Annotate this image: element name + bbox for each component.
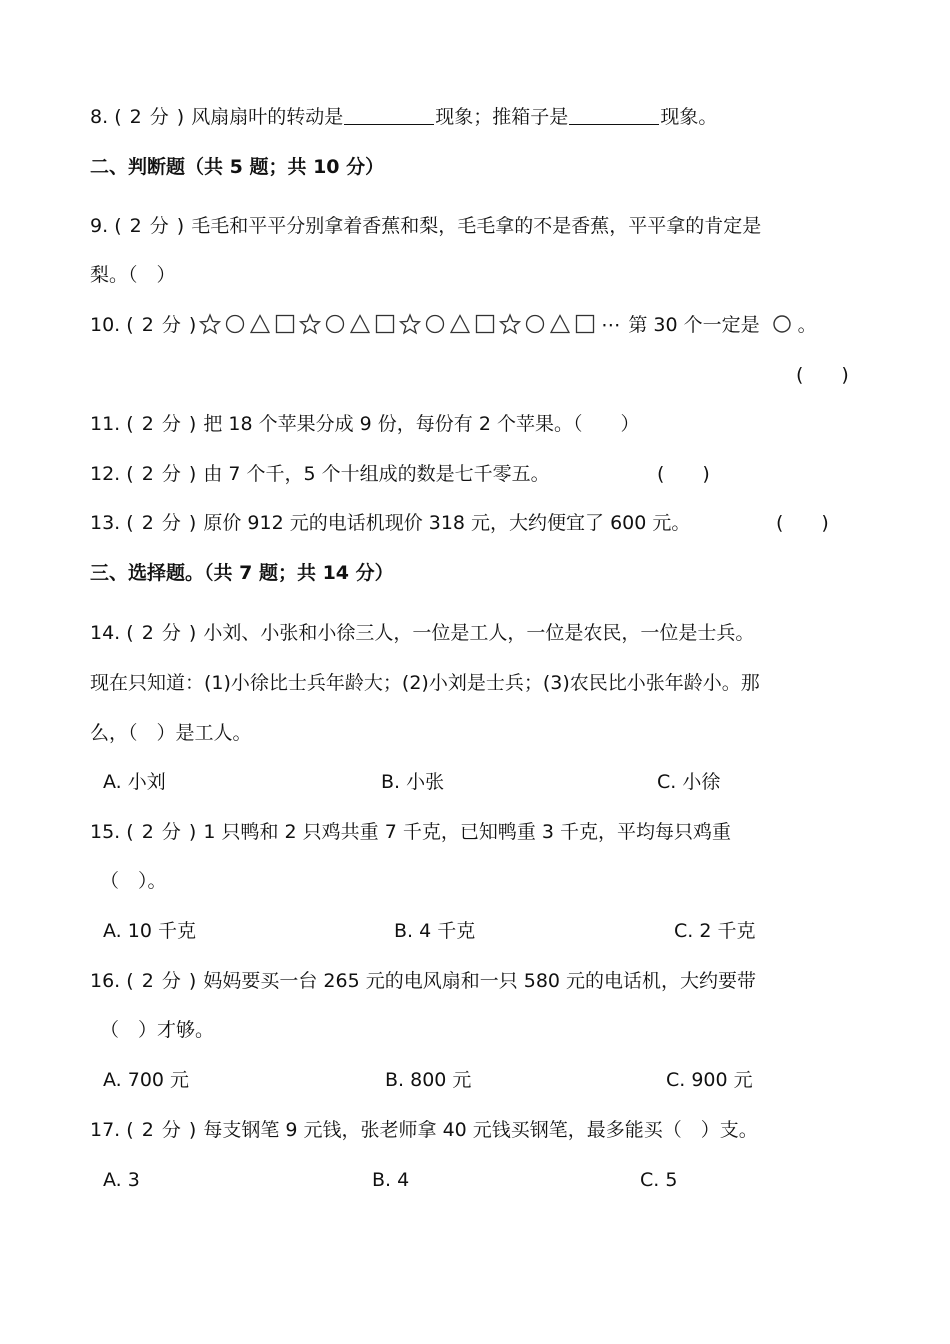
option-a[interactable]: A. 10 千克 bbox=[103, 920, 196, 942]
answer-blank[interactable] bbox=[569, 106, 659, 125]
question-10 bbox=[90, 312, 817, 342]
question-15 bbox=[90, 819, 731, 845]
triangle-icon bbox=[549, 313, 574, 342]
option-c[interactable]: C. 900 元 bbox=[666, 1069, 753, 1091]
square-icon bbox=[374, 313, 399, 342]
option-a[interactable]: A. 700 元 bbox=[103, 1069, 190, 1091]
question-points: ( 2 分 ) bbox=[126, 622, 198, 644]
question-number: 8. bbox=[90, 106, 109, 128]
question-11 bbox=[90, 411, 639, 437]
star-icon bbox=[399, 313, 424, 342]
question-9 bbox=[90, 213, 761, 239]
question-points: ( 2 分 ) bbox=[126, 314, 198, 336]
question-points: ( 2 分 ) bbox=[114, 106, 186, 128]
question-number: 12. bbox=[90, 463, 121, 485]
question-number: 15. bbox=[90, 821, 121, 843]
question-number: 9. bbox=[90, 215, 109, 237]
option-a[interactable]: A. 小刘 bbox=[103, 771, 166, 793]
question-14 bbox=[90, 620, 754, 646]
question-number: 16. bbox=[90, 970, 121, 992]
question-text: 由 7 个千，5 个十组成的数是七千零五。 bbox=[203, 463, 550, 485]
star-icon bbox=[299, 313, 324, 342]
question-number: 11. bbox=[90, 413, 121, 435]
question-points: ( 2 分 ) bbox=[126, 1119, 198, 1141]
question-8 bbox=[90, 104, 717, 130]
option-b[interactable]: B. 4 千克 bbox=[394, 920, 476, 942]
triangle-icon bbox=[349, 313, 374, 342]
ellipsis: ⋯ bbox=[601, 314, 621, 336]
question-16-continued: （ ）才够。 bbox=[100, 1019, 215, 1041]
triangle-icon bbox=[249, 313, 274, 342]
option-a[interactable]: A. 3 bbox=[103, 1169, 140, 1191]
answer-parentheses[interactable]: ( ) bbox=[796, 364, 849, 386]
question-number: 14. bbox=[90, 622, 121, 644]
question-number: 17. bbox=[90, 1119, 121, 1141]
question-text: 第 30 个一定是 bbox=[628, 314, 760, 336]
question-16 bbox=[90, 968, 756, 994]
question-12 bbox=[90, 461, 550, 487]
question-points: ( 2 分 ) bbox=[114, 215, 186, 237]
option-c[interactable]: C. 5 bbox=[640, 1169, 678, 1191]
square-icon bbox=[274, 313, 299, 342]
question-points: ( 2 分 ) bbox=[126, 512, 198, 534]
star-icon bbox=[199, 313, 224, 342]
question-14-continued: 现在只知道：(1)小徐比士兵年龄大；(2)小刘是士兵；(3)农民比小张年龄小。那 bbox=[90, 672, 760, 694]
section-heading-choice: 三、选择题。（共 7 题；共 14 分） bbox=[90, 562, 394, 584]
question-text: 风扇扇叶的转动是 bbox=[191, 106, 344, 128]
question-13 bbox=[90, 510, 690, 536]
question-text: 原价 912 元的电话机现价 318 元，大约便宜了 600 元。 bbox=[203, 512, 691, 534]
option-c[interactable]: C. 小徐 bbox=[657, 771, 721, 793]
question-end: 。 bbox=[797, 314, 817, 336]
question-9-continued: 梨。（ ） bbox=[90, 264, 176, 286]
question-text: 每支钢笔 9 元钱，张老师拿 40 元钱买钢笔，最多能买（ ）支。 bbox=[203, 1119, 758, 1141]
answer-blank[interactable] bbox=[344, 106, 434, 125]
circle-icon bbox=[524, 313, 549, 342]
triangle-icon bbox=[449, 313, 474, 342]
option-b[interactable]: B. 4 bbox=[372, 1169, 410, 1191]
question-17 bbox=[90, 1117, 758, 1143]
question-points: ( 2 分 ) bbox=[126, 413, 198, 435]
circle-icon bbox=[772, 314, 792, 341]
star-icon bbox=[499, 313, 524, 342]
question-points: ( 2 分 ) bbox=[126, 463, 198, 485]
answer-parentheses[interactable]: ( ) bbox=[657, 463, 710, 485]
question-15-continued: （ ）。 bbox=[100, 870, 167, 892]
question-points: ( 2 分 ) bbox=[126, 821, 198, 843]
question-text: 毛毛和平平分别拿着香蕉和梨，毛毛拿的不是香蕉，平平拿的肯定是 bbox=[191, 215, 762, 237]
option-b[interactable]: B. 800 元 bbox=[385, 1069, 472, 1091]
square-icon bbox=[574, 313, 599, 342]
question-number: 10. bbox=[90, 314, 121, 336]
shape-sequence bbox=[199, 313, 599, 342]
question-number: 13. bbox=[90, 512, 121, 534]
circle-icon bbox=[224, 313, 249, 342]
option-b[interactable]: B. 小张 bbox=[381, 771, 445, 793]
question-text: 1 只鸭和 2 只鸡共重 7 千克，已知鸭重 3 千克，平均每只鸡重 bbox=[203, 821, 731, 843]
question-text: 现象；推箱子是 bbox=[435, 106, 569, 128]
question-text: 妈妈要买一台 265 元的电风扇和一只 580 元的电话机，大约要带 bbox=[203, 970, 757, 992]
option-c[interactable]: C. 2 千克 bbox=[674, 920, 756, 942]
circle-icon bbox=[324, 313, 349, 342]
question-text: 现象。 bbox=[660, 106, 718, 128]
circle-icon bbox=[424, 313, 449, 342]
question-14-continued: 么，（ ）是工人。 bbox=[90, 722, 252, 744]
answer-parentheses[interactable]: ( ) bbox=[776, 512, 829, 534]
question-text: 把 18 个苹果分成 9 份，每份有 2 个苹果。（ ） bbox=[203, 413, 640, 435]
question-points: ( 2 分 ) bbox=[126, 970, 198, 992]
question-text: 小刘、小张和小徐三人，一位是工人，一位是农民，一位是士兵。 bbox=[203, 622, 755, 644]
square-icon bbox=[474, 313, 499, 342]
section-heading-judgement: 二、判断题（共 5 题；共 10 分） bbox=[90, 156, 385, 178]
